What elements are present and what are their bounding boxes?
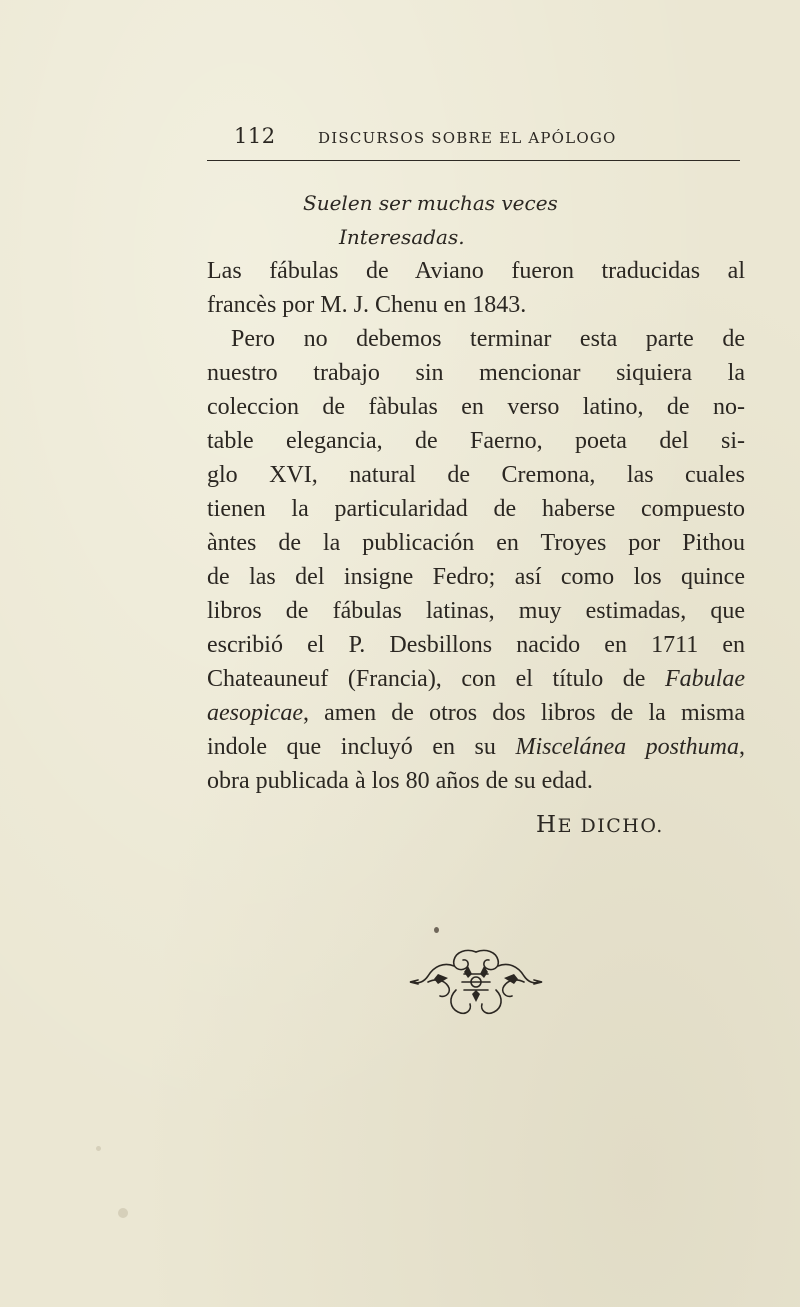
- body-text: [207, 186, 745, 798]
- page-number: 112: [234, 124, 276, 148]
- signoff-rest: E: [557, 815, 573, 837]
- italic-title: Fabulae: [665, 666, 745, 692]
- text-line: [207, 730, 745, 764]
- paper-spot: [118, 1208, 128, 1218]
- text-line: obra publicada à los 80 años de su edad.: [207, 768, 593, 794]
- italic-title: aesopicae: [207, 700, 303, 726]
- text-line: [207, 662, 745, 696]
- paper-spot: [434, 927, 439, 933]
- italic-title: Miscelánea posthuma: [515, 734, 740, 760]
- text-line: coleccion de fàbulas en verso latino, de no-: [207, 394, 745, 420]
- text-fragment: ,: [739, 734, 746, 760]
- signoff-rest: DICHO.: [572, 815, 664, 837]
- text-line: nuestro trabajo sin mencionar siquiera la: [207, 360, 745, 386]
- signoff-initial: H: [536, 812, 558, 838]
- text-fragment: Chateauneuf (Francia), con el título de: [207, 666, 666, 692]
- text-line: table elegancia, de Faerno, poeta del si-: [207, 428, 745, 454]
- header-rule: [207, 160, 740, 161]
- text-line: glo XVI, natural de Cremona, las cuales: [207, 462, 745, 488]
- text-line: de las del insigne Fedro; así como los quince: [207, 564, 745, 590]
- text-line: francès por M. J. Chenu en 1843.: [207, 292, 527, 318]
- paper-spot: [96, 1146, 101, 1151]
- signoff: [536, 812, 664, 838]
- running-title: DISCURSOS SOBRE EL APÓLOGO: [318, 129, 617, 147]
- text-line: àntes de la publicación en Troyes por Pithou: [207, 530, 745, 556]
- page-header: [234, 124, 754, 154]
- text-line: [207, 696, 745, 730]
- verse-line: Interesadas.: [339, 225, 465, 249]
- text-line: tienen la particularidad de haberse compuesto: [207, 496, 745, 522]
- text-line: escribió el P. Desbillons nacido en 1711 en: [207, 632, 745, 658]
- paragraph-lines: [207, 254, 745, 798]
- text-fragment: indole que incluyó en su: [207, 734, 516, 760]
- text-line: libros de fábulas latinas, muy estimadas, que: [207, 598, 745, 624]
- text-fragment: , amen de otros dos libros de la misma: [302, 700, 745, 726]
- text-line: Las fábulas de Aviano fueron traducidas al: [207, 258, 745, 284]
- fleuron-ornament-icon: [408, 944, 544, 1020]
- verse-line: Suelen ser muchas veces: [303, 191, 558, 215]
- text-line: Pero no debemos terminar esta parte de: [231, 326, 745, 352]
